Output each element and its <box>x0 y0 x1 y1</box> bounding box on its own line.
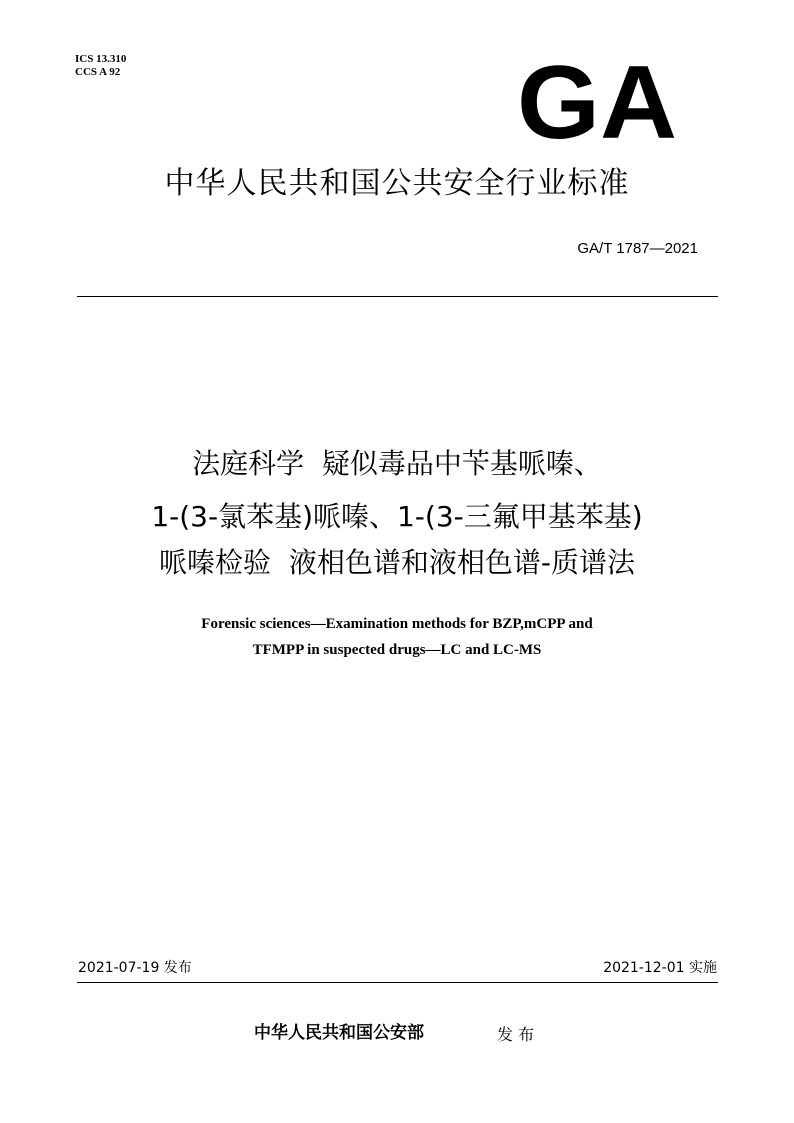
implementation-date: 2021-12-01 实施 <box>603 960 717 976</box>
title-zh-line-3: 哌嗪检验 液相色谱和液相色谱-质谱法 <box>159 546 635 579</box>
issue-date: 2021-07-19 发布 <box>78 960 192 976</box>
standard-number: GA/T 1787—2021 <box>577 240 698 257</box>
standard-type: 中华人民共和国公共安全行业标准 <box>164 166 630 201</box>
title-zh-line-2: 1-(3-氯苯基)哌嗪、1-(3-三氟甲基苯基) <box>151 500 643 533</box>
title-en-line-2: TFMPP in suspected drugs—LC and LC-MS <box>252 642 542 658</box>
bottom-divider <box>77 982 718 983</box>
top-divider <box>77 296 718 297</box>
title-en-line-1: Forensic sciences—Examination methods for BZP,mCPP and <box>201 616 593 632</box>
title-zh-line-1: 法庭科学 疑似毒品中苄基哌嗪、 <box>192 447 602 480</box>
ga-logo-text: GA <box>517 58 677 142</box>
ccs-code: CCS A 92 <box>75 66 121 78</box>
ics-code: ICS 13.310 <box>75 53 127 65</box>
ga-logo <box>512 58 682 142</box>
issuing-authority: 中华人民共和国公安部 <box>254 1023 424 1043</box>
publish-label: 发 布 <box>497 1025 535 1044</box>
